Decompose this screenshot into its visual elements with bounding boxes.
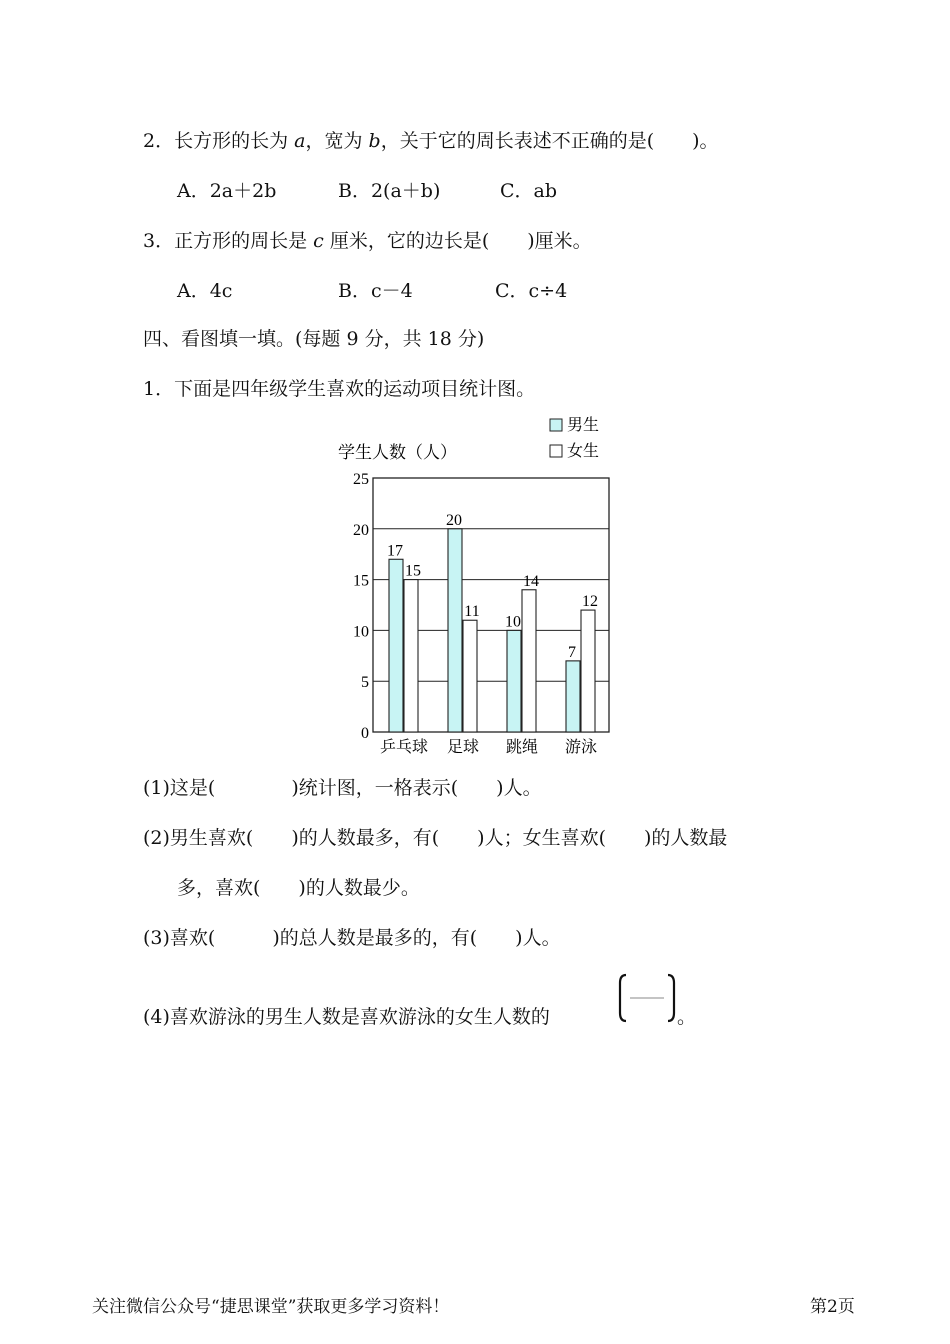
legend	[550, 416, 599, 460]
q2-option-c: C．ab	[500, 180, 558, 202]
section4-title: 四、看图填一填。(每题 9 分，共 18 分)	[143, 328, 485, 350]
y-tick-label: 5	[361, 674, 369, 692]
data-label: 15	[405, 562, 421, 580]
legend-label-girls: 女生	[567, 443, 600, 460]
y-axis-label: 学生人数（人）	[338, 443, 457, 462]
bar-boys	[507, 630, 521, 732]
s4q1-part3: (3)喜欢( )的总人数是最多的，有( )人。	[143, 927, 561, 949]
q2-option-a: A．2a＋2b	[177, 180, 277, 202]
bar-boys	[389, 559, 403, 732]
bar-girls	[581, 610, 595, 732]
data-label: 14	[523, 572, 539, 590]
sports-bar-chart	[330, 410, 620, 760]
bar-girls	[522, 590, 536, 732]
data-label: 10	[505, 613, 521, 631]
x-tick-label: 乒乓球	[379, 739, 429, 756]
s4q1-part2-line1: (2)男生喜欢( )的人数最多，有( )人；女生喜欢( )的人数最	[143, 827, 728, 849]
data-label: 20	[446, 511, 462, 529]
y-tick-label: 20	[353, 521, 369, 539]
legend-swatch-girls	[550, 445, 562, 457]
q3-option-c: C．c÷4	[495, 280, 568, 302]
s4q1-part2-line2: 多，喜欢( )的人数最少。	[177, 877, 420, 899]
footer-promo: 关注微信公众号“捷思课堂”获取更多学习资料！	[92, 1297, 450, 1317]
data-label: 7	[568, 643, 576, 661]
legend-label-boys: 男生	[567, 417, 600, 434]
data-label: 17	[387, 542, 403, 560]
x-tick-label: 足球	[446, 739, 480, 756]
data-label: 12	[582, 593, 598, 611]
data-label: 11	[464, 603, 480, 621]
x-tick-label: 游泳	[564, 739, 598, 756]
s4q1-stem: 1．下面是四年级学生喜欢的运动项目统计图。	[143, 378, 536, 400]
x-tick-label: 跳绳	[505, 739, 539, 756]
y-tick-label: 25	[353, 471, 369, 488]
q3-stem: 3．正方形的周长是 c 厘米，它的边长是( )厘米。	[143, 230, 592, 252]
q3-option-a: A．4c	[177, 280, 233, 302]
bar-boys	[566, 661, 580, 732]
y-tick-label: 0	[361, 725, 369, 742]
s4q1-part4: (4)喜欢游泳的男生人数是喜欢游泳的女生人数的	[143, 1006, 550, 1028]
y-tick-label: 10	[353, 623, 369, 641]
fraction-answer-box[interactable]	[618, 973, 676, 1023]
y-tick-label: 15	[353, 572, 369, 590]
q2-stem: 2．长方形的长为 a，宽为 b，关于它的周长表述不正确的是( )。	[143, 130, 719, 152]
s4q1-part1: (1)这是( )统计图，一格表示( )人。	[143, 777, 542, 799]
page-number: 第2页	[810, 1297, 855, 1317]
bar-boys	[448, 529, 462, 732]
legend-swatch-boys	[550, 419, 562, 431]
s4q1-part4-end: 。	[677, 1006, 697, 1028]
bar-girls	[463, 620, 477, 732]
q3-option-b: B．c－4	[338, 280, 413, 302]
bar-girls	[404, 580, 418, 732]
q2-option-b: B．2(a＋b)	[338, 180, 441, 202]
